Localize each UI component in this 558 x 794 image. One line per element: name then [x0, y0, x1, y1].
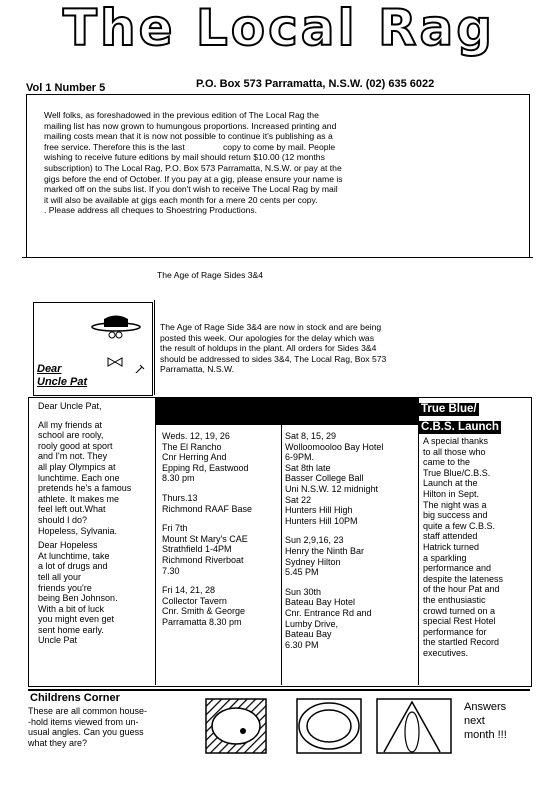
true-blue-text: A special thanks to all those who came to the True Blue/C.B.S. Launch at the Hilton in Sept. The night was a big success and quite a few C.B.S. staff attended Hatrick turned a sparkling performance and despite the lateness of the hour Pat and the enthusiastic crowd turned on a special Rest Hotel performance for the startled Record executives.: [423, 436, 504, 658]
age-line: posted this week. Our apologies for the delay which was: [160, 332, 375, 343]
intro-line: Well folks, as foreshadowed in the previous edition of The Local Rag the: [44, 110, 319, 120]
intro-line: gigs before the end of October. If you pay at a gig, please ensure your name is: [44, 173, 343, 184]
intro-line: subscription) to The Local Rag, P.O. Box 573 Parramatta, N.S.W. or pay at the: [44, 162, 342, 173]
puzzle-image-1: [205, 698, 267, 754]
age-line: The Age of Rage Side 3&4 are now in stock and are being: [160, 322, 382, 332]
puzzle-image-2: [296, 698, 362, 754]
childrens-corner-title: Childrens Corner: [30, 692, 120, 704]
age-of-rage-text: [160, 322, 450, 375]
age-of-rage-heading: The Age of Rage Sides 3&4: [157, 270, 264, 280]
masthead-title: The Local Rag: [62, 0, 496, 57]
age-line: should be addressed to sides 3&4, The Local Rag, Box 573: [160, 353, 387, 364]
puzzle-image-3: [376, 698, 452, 754]
uncle-pat-column: [38, 401, 154, 654]
salutation: Dear Uncle Pat,: [38, 401, 102, 411]
uncle-pat-logo-box: [33, 302, 153, 396]
reply: Dear Hopeless At lunchtime, take a lot of drugs and tell all your friends you're being Ben Johnson. With a bit of luck you might even get sent home early. Uncle Pat: [38, 540, 118, 646]
gig-entry: Fri 7th Mount St Mary's CAE Strathfield 1-4PM Richmond Riverboat 7.30: [162, 523, 248, 576]
intro-line: it will also be available at gigs each month for a mere 20 cents per copy.: [44, 194, 318, 205]
gig-entry: Sat 8, 15, 29 Wolloomooloo Bay Hotel 6-9PM. Sat 8th late Basser College Ball Uni N.S.W. 12 midnight Sat 22 Hunters Hill High Hunters Hill 10PM: [285, 431, 384, 526]
intro-line: marked off on the subs list. If you don't wish to receive The Local Rag by mail: [44, 184, 338, 195]
col-rule: [281, 425, 282, 685]
true-blue-title: True Blue/: [421, 403, 477, 415]
postal-address: P.O. Box 573 Parramatta, N.S.W. (02) 635 6022: [196, 78, 435, 90]
uncle-pat-logo-text: [37, 363, 87, 389]
gigs-right-column: [285, 431, 417, 659]
cbs-launch-title: C.B.S. Launch: [421, 421, 499, 433]
col-rule: [155, 397, 156, 685]
logo-uncle-pat: Uncle Pat: [37, 376, 88, 388]
intro-line: mailing list has now grown to humungous proportions. Increased printing and: [44, 120, 337, 131]
intro-line: wishing to receive future editions by mail should return $10.00 (12 months: [44, 152, 325, 163]
gig-entry: Weds. 12, 19, 26 The El Rancho Cnr Herring And Epping Rd, Eastwood 8.30 pm: [162, 431, 249, 484]
gig-entry: Thurs.13 Richmond RAAF Base: [162, 492, 253, 514]
intro-line: mailing costs mean that it is now not possible to continue it's publishing as a: [44, 131, 333, 142]
gig-header-bar: [156, 397, 418, 425]
section-divider: [22, 257, 533, 258]
intro-text: [44, 110, 514, 216]
gig-entry: Fri 14, 21, 28 Collector Tavern Cnr. Smith & George Parramatta 8.30 pm: [162, 585, 246, 627]
gigs-left-column: [162, 431, 280, 637]
logo-dear: Dear: [37, 363, 62, 375]
vertical-rule: [154, 300, 155, 395]
letter: All my friends at school are rooly, rooly good at sport and I'm not. They all play Olympics at lunchtime. Each one pretends he's a famous athlete. It makes me feel left out.What should I do? Hopeless, Sylvania.: [38, 419, 132, 536]
true-blue-heading: [419, 399, 501, 435]
intro-line: . Please address all cheques to Shoestring Productions.: [44, 205, 258, 216]
age-line: Parramatta, N.S.W.: [160, 364, 235, 375]
gig-entry: Sun 30th Bateau Bay Hotel Cnr. Entrance Rd and Lumby Drive, Bateau Bay 6.30 PM: [285, 586, 372, 650]
intro-line: free service. Therefore this is the last copy to come by mail. People: [44, 141, 336, 152]
gig-entry: Sun 2,9,16, 23 Henry the Ninth Bar Sydney Hilton 5.45 PM: [285, 535, 365, 578]
answers-next-month: Answers next month !!!: [464, 701, 507, 741]
childrens-corner-text: These are all common house- -hold items viewed from un- usual angles. Can you guess what they are?: [28, 706, 148, 748]
age-line: the result of holdups in the plant. All orders for Sides 3&4: [160, 343, 377, 354]
col-rule: [418, 397, 419, 685]
issue-number: Vol 1 Number 5: [26, 82, 106, 94]
childrens-corner-rule: [28, 689, 530, 691]
